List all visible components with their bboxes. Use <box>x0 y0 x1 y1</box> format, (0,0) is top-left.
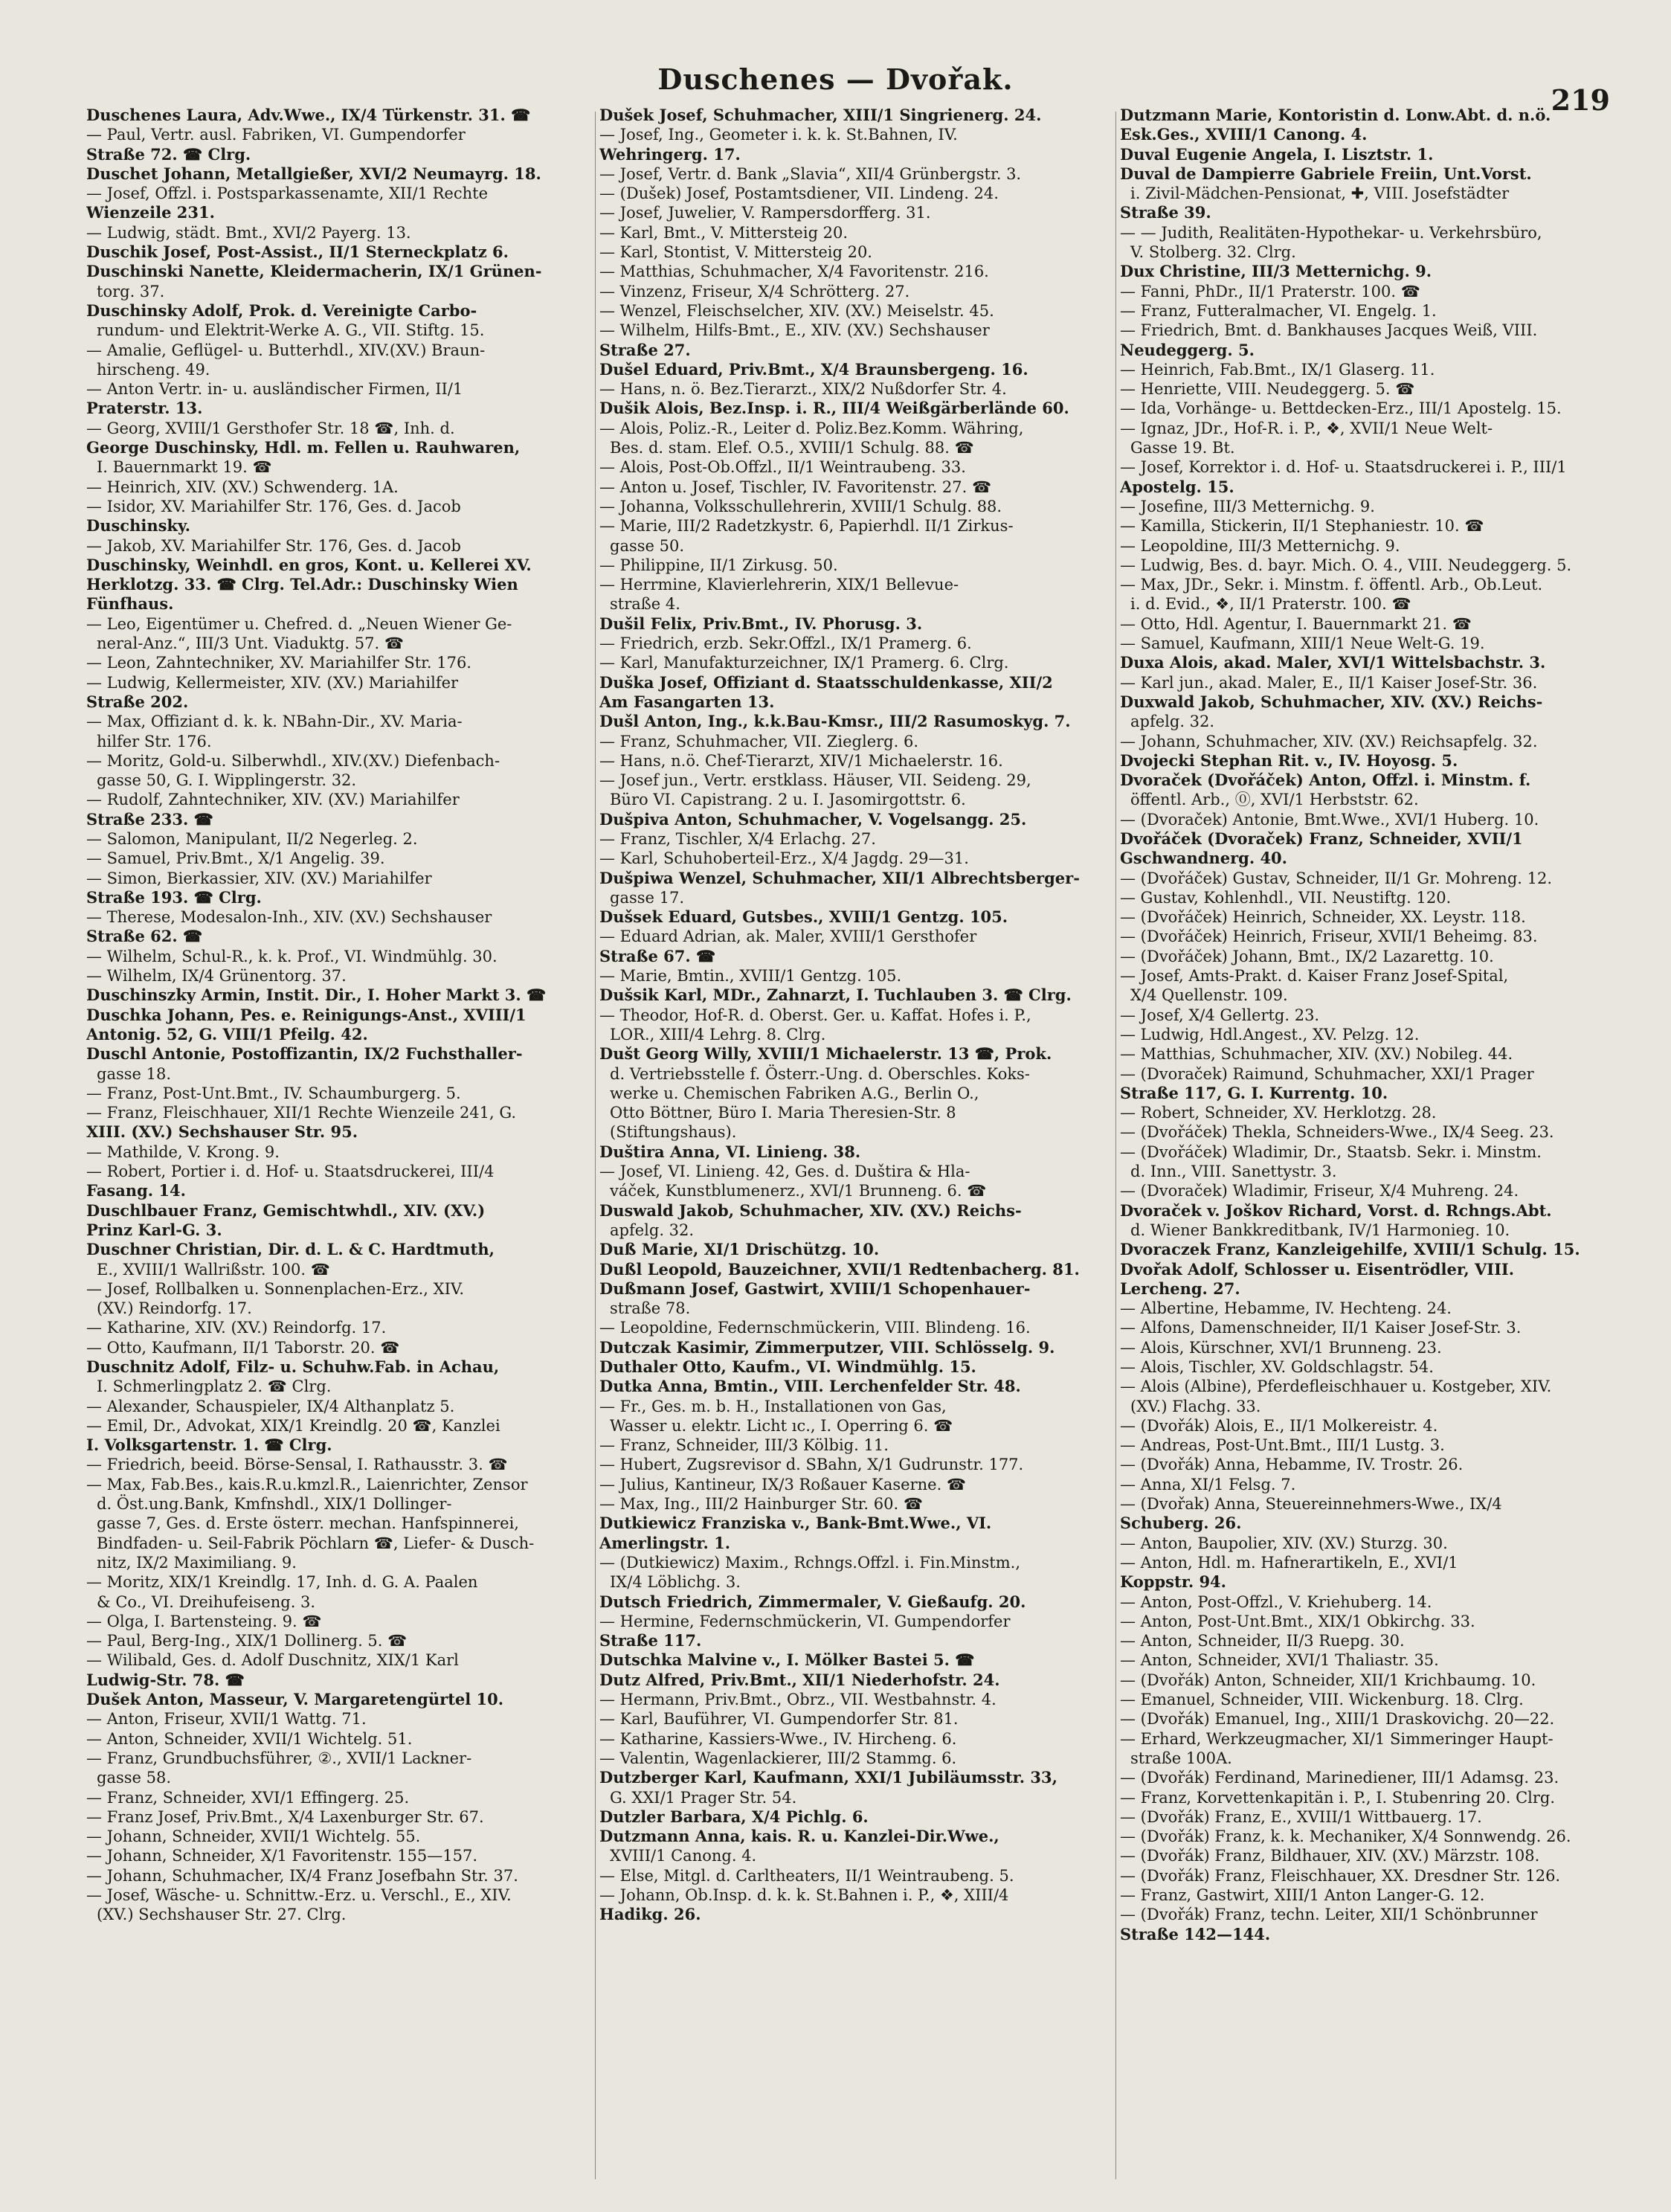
directory-entry: Dvořáček (Dvoraček) Franz, Schneider, XVII/1 <box>1120 829 1523 848</box>
directory-entry: — Valentin, Wagenlackierer, III/2 Stammg. 6. <box>599 1749 957 1767</box>
directory-entry: straße 4. <box>610 595 680 614</box>
directory-entry: G. XXI/1 Prager Str. 54. <box>610 1788 797 1807</box>
directory-entry: gasse 58. <box>97 1769 172 1787</box>
directory-entry: (XV.) Sechshauser Str. 27. Clrg. <box>97 1906 347 1924</box>
directory-entry: — (Dvořák) Emanuel, Ing., XIII/1 Draskovichg. 20—22. <box>1120 1710 1555 1729</box>
directory-entry: Dušpiva Anton, Schuhmacher, V. Vogelsangg. 25. <box>599 809 1027 829</box>
directory-entry: — Emil, Dr., Advokat, XIX/1 Kreindlg. 20 ☎, Kanzlei <box>86 1416 500 1435</box>
directory-entry: Dußmann Josef, Gastwirt, XVIII/1 Schopenhauer- <box>599 1279 1031 1298</box>
directory-entry: — Alois, Post-Ob.Offzl., II/1 Weintraubeng. 33. <box>599 458 966 477</box>
directory-entry: Duschinsky. <box>86 516 191 536</box>
directory-entry: Straße 117, G. I. Kurrentg. 10. <box>1120 1083 1388 1102</box>
directory-entry: Dutzmann Marie, Kontoristin d. Lonw.Abt. d. n.ö. <box>1120 106 1551 124</box>
directory-entry: gasse 17. <box>610 888 685 907</box>
directory-entry: — Anton, Schneider, XVII/1 Wichtelg. 51. <box>86 1729 413 1748</box>
directory-entry: — (Dušek) Josef, Postamtsdiener, VII. Lindeng. 24. <box>599 184 999 203</box>
directory-entry: — Alois, Tischler, XV. Goldschlagstr. 54. <box>1120 1358 1434 1376</box>
directory-entry: — (Dutkiewicz) Maxim., Rchngs.Offzl. i. Fin.Minstm., <box>599 1553 1021 1572</box>
directory-entry: — Alois (Albine), Pferdefleischhauer u. Kostgeber, XIV. <box>1120 1377 1552 1396</box>
directory-entry: — Wilibald, Ges. d. Adolf Duschnitz, XIX/1 Karl <box>86 1651 459 1670</box>
directory-entry: Dvoraček v. Joškov Richard, Vorst. d. Rchngs.Abt. <box>1120 1200 1552 1220</box>
directory-entry: — (Dvořák) Franz, k. k. Mechaniker, X/4 Sonnwendg. 26. <box>1120 1827 1571 1846</box>
directory-entry: — Wenzel, Fleischselcher, XIV. (XV.) Meiselstr. 45. <box>599 301 994 320</box>
directory-entry: — Robert, Schneider, XV. Herklotzg. 28. <box>1120 1104 1437 1122</box>
directory-entry: d. Vertriebsstelle f. Österr.-Ung. d. Oberschles. Koks- <box>610 1064 1030 1083</box>
directory-entry: straße 100A. <box>1130 1749 1232 1767</box>
directory-entry: Straße 62. ☎ <box>86 927 203 946</box>
directory-entry: — Franz, Post-Unt.Bmt., IV. Schaumburgerg. 5. <box>86 1084 461 1102</box>
directory-entry: Duštira Anna, VI. Linieng. 38. <box>599 1142 861 1161</box>
directory-entry: Bindfaden- u. Seil-Fabrik Pöchlarn ☎, Liefer- & Dusch- <box>97 1534 535 1552</box>
directory-entry: — Paul, Berg-Ing., XIX/1 Dollinerg. 5. ☎ <box>86 1632 408 1650</box>
directory-entry: neral-Anz.“, III/3 Unt. Viaduktg. 57. ☎ <box>97 634 405 653</box>
directory-entry: Dušek Anton, Masseur, V. Margaretengürtel 10. <box>86 1690 504 1709</box>
directory-entry: — Otto, Hdl. Agentur, I. Bauernmarkt 21. ☎ <box>1120 614 1472 633</box>
directory-entry: torg. 37. <box>97 282 165 300</box>
directory-entry: Dušsik Karl, MDr., Zahnarzt, I. Tuchlauben 3. ☎ Clrg. <box>599 986 1072 1005</box>
directory-entry: Gasse 19. Bt. <box>1130 439 1235 457</box>
directory-entry: Duschnitz Adolf, Filz- u. Schuhw.Fab. in Achau, <box>86 1357 500 1376</box>
directory-entry: — Franz, Korvettenkapitän i. P., I. Stubenring 20. Clrg. <box>1120 1788 1556 1807</box>
directory-entry: Dux Christine, III/3 Metternichg. 9. <box>1120 262 1432 281</box>
directory-entry: Dvoraczek Franz, Kanzleigehilfe, XVIII/1 Schulg. 15. <box>1120 1240 1580 1259</box>
directory-entry: XVIII/1 Canong. 4. <box>610 1847 757 1865</box>
directory-entry: — Otto, Kaufmann, II/1 Taborstr. 20. ☎ <box>86 1338 400 1357</box>
directory-entry: — (Dvořáček) Wladimir, Dr., Staatsb. Sekr. i. Minstm. <box>1120 1142 1542 1161</box>
directory-entry: Koppstr. 94. <box>1120 1572 1226 1592</box>
directory-entry: (Stiftungshaus). <box>610 1123 737 1142</box>
running-header: Duschenes — Dvořak. <box>657 62 1014 96</box>
directory-entry: — Anton, Baupolier, XIV. (XV.) Sturzg. 30. <box>1120 1534 1448 1552</box>
directory-entry: — Josef, Rollbalken u. Sonnenplachen-Erz., XIV. <box>86 1279 465 1298</box>
directory-entry: Esk.Ges., XVIII/1 Canong. 4. <box>1120 125 1368 144</box>
directory-entry: V. Stolberg. 32. Clrg. <box>1130 243 1296 262</box>
directory-entry: — Karl, Manufakturzeichner, IX/1 Pramerg. 6. Clrg. <box>599 654 1009 672</box>
directory-entry: — Hans, n. ö. Bez.Tierarzt., XIX/2 Nußdorfer Str. 4. <box>599 380 1007 399</box>
directory-entry: straße 78. <box>610 1299 691 1318</box>
directory-entry: gasse 7, Ges. d. Erste österr. mechan. Hanfspinnerei, <box>97 1514 519 1533</box>
directory-entry: d. Wiener Bankkreditbank, IV/1 Harmonieg. 10. <box>1130 1221 1510 1239</box>
directory-entry: Dušik Alois, Bez.Insp. i. R., III/4 Weißgärberlände 60. <box>599 399 1069 418</box>
directory-entry: — Erhard, Werkzeugmacher, XI/1 Simmeringer Haupt- <box>1120 1729 1554 1748</box>
directory-entry: — Franz, Schneider, III/3 Kölbig. 11. <box>599 1436 889 1455</box>
directory-entry: (XV.) Flachg. 33. <box>1130 1397 1261 1415</box>
directory-entry: — Anton, Post-Offzl., V. Kriehuberg. 14. <box>1120 1592 1432 1611</box>
directory-entry: — Herrmine, Klavierlehrerin, XIX/1 Bellevue- <box>599 576 959 594</box>
directory-entry: Dutsch Friedrich, Zimmermaler, V. Gießaufg. 20. <box>599 1592 1026 1611</box>
directory-entry: Dutkiewicz Franziska v., Bank-Bmt.Wwe., VI. <box>599 1514 992 1533</box>
directory-entry: — Isidor, XV. Mariahilfer Str. 176, Ges. d. Jacob <box>86 497 461 515</box>
directory-entry: Duschinszky Armin, Instit. Dir., I. Hoher Markt 3. ☎ <box>86 986 547 1005</box>
directory-entry: nitz, IX/2 Maximiliang. 9. <box>97 1553 297 1572</box>
directory-entry: — Anton, Schneider, II/3 Ruepg. 30. <box>1120 1632 1405 1650</box>
directory-entry: & Co., VI. Dreihufeiseng. 3. <box>97 1592 316 1611</box>
directory-entry: — Wilhelm, Hilfs-Bmt., E., XIV. (XV.) Sechshauser <box>599 321 990 340</box>
directory-entry: — Franz, Futteralmacher, VI. Engelg. 1. <box>1120 301 1437 320</box>
directory-entry: Duschenes Laura, Adv.Wwe., IX/4 Türkenstr. 31. ☎ <box>86 106 531 124</box>
directory-entry: Duswald Jakob, Schuhmacher, XIV. (XV.) Reichs- <box>599 1200 1022 1220</box>
directory-entry: X/4 Quellenstr. 109. <box>1130 986 1288 1005</box>
directory-entry: — Friedrich, erzb. Sekr.Offzl., IX/1 Pramerg. 6. <box>599 634 972 653</box>
column-middle <box>599 106 1113 2188</box>
directory-entry: I. Schmerlingplatz 2. ☎ Clrg. <box>97 1377 332 1396</box>
directory-entry: Duschlbauer Franz, Gemischtwhdl., XIV. (XV.) <box>86 1200 486 1220</box>
directory-entry: — Rudolf, Zahntechniker, XIV. (XV.) Mariahilfer <box>86 791 460 809</box>
directory-entry: Duschik Josef, Post-Assist., II/1 Sterneckplatz 6. <box>86 242 509 262</box>
directory-entry: Hadikg. 26. <box>599 1905 701 1924</box>
column-divider <box>1115 112 1116 2179</box>
directory-entry: — — Judith, Realitäten-Hypothekar- u. Verkehrsbüro, <box>1120 223 1542 242</box>
directory-entry: Dußl Leopold, Bauzeichner, XVII/1 Redtenbacherg. 81. <box>599 1259 1080 1279</box>
directory-entry: — Alois, Kürschner, XVI/1 Brunneng. 23. <box>1120 1338 1442 1357</box>
directory-entry: Dušsek Eduard, Gutsbes., XVIII/1 Gentzg. 105. <box>599 907 1008 927</box>
directory-entry: Schuberg. 26. <box>1120 1514 1242 1533</box>
directory-entry: — (Dvořák) Franz, techn. Leiter, XII/1 Schönbrunner <box>1120 1906 1538 1924</box>
directory-entry: — Marie, III/2 Radetzkystr. 6, Papierhdl. II/1 Zirkus- <box>599 517 1014 536</box>
directory-entry: — (Dvořáček) Johann, Bmt., IX/2 Lazarettg. 10. <box>1120 947 1494 965</box>
directory-entry: — Karl, Bauführer, VI. Gumpendorfer Str. 81. <box>599 1710 959 1729</box>
directory-entry: — Franz, Grundbuchsführer, ②., XVII/1 Lackner- <box>86 1749 472 1767</box>
directory-entry: Antonig. 52, G. VIII/1 Pfeilg. 42. <box>86 1024 368 1044</box>
directory-entry: Dušt Georg Willy, XVIII/1 Michaelerstr. 13 ☎, Prok. <box>599 1044 1052 1064</box>
directory-entry: hilfer Str. 176. <box>97 732 212 750</box>
directory-entry: Am Fasangarten 13. <box>599 692 775 711</box>
directory-entry: — Wilhelm, IX/4 Grünentorg. 37. <box>86 967 347 986</box>
directory-entry: Straße 67. ☎ <box>599 946 716 965</box>
directory-entry: Duschet Johann, Metallgießer, XVI/2 Neumayrg. 18. <box>86 164 541 183</box>
directory-entry: XIII. (XV.) Sechshauser Str. 95. <box>86 1122 358 1142</box>
directory-entry: Wasser u. elektr. Licht ıc., I. Operring 6. ☎ <box>610 1416 953 1435</box>
directory-entry: E., XVIII/1 Wallrißstr. 100. ☎ <box>97 1260 330 1279</box>
directory-entry: — (Dvořák) Alois, E., II/1 Molkereistr. 4. <box>1120 1416 1438 1435</box>
directory-entry: — Franz, Schneider, XVI/1 Effingerg. 25. <box>86 1788 410 1807</box>
directory-entry: — Ludwig, Bes. d. bayr. Mich. O. 4., VIII. Neudeggerg. 5. <box>1120 556 1572 574</box>
directory-entry: Neudeggerg. 5. <box>1120 340 1255 359</box>
directory-entry: — Max, JDr., Sekr. i. Minstm. f. öffentl. Arb., Ob.Leut. <box>1120 576 1543 594</box>
directory-entry: — Max, Offiziant d. k. k. NBahn-Dir., XV. Maria- <box>86 713 463 731</box>
directory-entry: — Karl, Bmt., V. Mittersteig 20. <box>599 223 849 242</box>
directory-entry: Duschner Christian, Dir. d. L. & C. Hardtmuth, <box>86 1240 495 1259</box>
directory-entry: — Jakob, XV. Mariahilfer Str. 176, Ges. d. Jacob <box>86 536 461 555</box>
directory-entry: Dutzler Barbara, X/4 Pichlg. 6. <box>599 1807 869 1826</box>
directory-entry: Amerlingstr. 1. <box>599 1533 731 1552</box>
directory-entry: — (Dvořák) Ferdinand, Marinediener, III/1 Adamsg. 23. <box>1120 1769 1559 1787</box>
directory-entry: — Franz, Schuhmacher, VII. Zieglerg. 6. <box>599 732 918 750</box>
directory-entry: IX/4 Löblichg. 3. <box>610 1573 741 1592</box>
directory-entry: Straße 72. ☎ Clrg. <box>86 144 251 164</box>
directory-entry: werke u. Chemischen Fabriken A.G., Berlin O., <box>610 1084 979 1102</box>
directory-entry: gasse 50. <box>610 536 685 555</box>
page-number: 219 <box>1551 83 1610 117</box>
directory-entry: — Anton, Hdl. m. Hafnerartikeln, E., XVI/1 <box>1120 1553 1458 1572</box>
directory-entry: — (Dvořák) Anna, Hebamme, IV. Trostr. 26. <box>1120 1456 1464 1474</box>
directory-entry: — Anton, Friseur, XVII/1 Wattg. 71. <box>86 1710 367 1729</box>
directory-entry: — Franz, Fleischhauer, XII/1 Rechte Wienzeile 241, G. <box>86 1104 517 1122</box>
directory-entry: — Josef jun., Vertr. erstklass. Häuser, VII. Seideng. 29, <box>599 771 1031 790</box>
directory-entry: — Eduard Adrian, ak. Maler, XVIII/1 Gersthofer <box>599 927 977 946</box>
directory-entry: — Josef, Vertr. d. Bank „Slavia“, XII/4 Grünbergstr. 3. <box>599 164 1022 183</box>
directory-entry: — Johanna, Volksschullehrerin, XVIII/1 Schulg. 88. <box>599 497 1002 515</box>
directory-entry: — Leopoldine, Federnschmückerin, VIII. Blindeng. 16. <box>599 1319 1031 1337</box>
directory-entry: — Alois, Poliz.-R., Leiter d. Poliz.Bez.Komm. Währing, <box>599 419 1024 437</box>
directory-entry: — Heinrich, XIV. (XV.) Schwenderg. 1A. <box>86 478 399 496</box>
directory-entry: LOR., XIII/4 Lehrg. 8. Clrg. <box>610 1025 826 1044</box>
directory-entry: — Marie, Bmtin., XVIII/1 Gentzg. 105. <box>599 967 902 986</box>
directory-entry: váček, Kunstblumenerz., XVI/1 Brunneng. 6. ☎ <box>610 1182 987 1200</box>
directory-entry: — Johann, Schneider, X/1 Favoritenstr. 155—157. <box>86 1847 477 1865</box>
directory-entry: Dutka Anna, Bmtin., VIII. Lerchenfelder Str. 48. <box>599 1377 1021 1396</box>
directory-entry: Dušl Anton, Ing., k.k.Bau-Kmsr., III/2 Rasumoskyg. 7. <box>599 712 1071 731</box>
directory-entry: Straße 117. <box>599 1631 702 1650</box>
directory-entry: Ludwig-Str. 78. ☎ <box>86 1670 245 1689</box>
directory-entry: I. Volksgartenstr. 1. ☎ Clrg. <box>86 1435 332 1455</box>
directory-entry: — Ignaz, JDr., Hof-R. i. P., ❖, XVII/1 Neue Welt- <box>1120 419 1493 437</box>
directory-entry: Duxwald Jakob, Schuhmacher, XIV. (XV.) Reichs- <box>1120 692 1543 711</box>
directory-entry: — Amalie, Geflügel- u. Butterhdl., XIV.(XV.) Braun- <box>86 341 486 359</box>
directory-entry: — Josef, Korrektor i. d. Hof- u. Staatsdruckerei i. P., III/1 <box>1120 458 1567 477</box>
directory-entry: — Alexander, Schauspieler, IX/4 Althanplatz 5. <box>86 1397 455 1415</box>
directory-entry: — Olga, I. Bartensteing. 9. ☎ <box>86 1612 322 1630</box>
directory-entry: — (Dvoraček) Wladimir, Friseur, X/4 Muhreng. 24. <box>1120 1182 1519 1200</box>
directory-entry: — Gustav, Kohlenhdl., VII. Neustiftg. 120. <box>1120 888 1452 907</box>
directory-entry: Duval Eugenie Angela, I. Lisztstr. 1. <box>1120 144 1434 164</box>
directory-entry: — Anna, XI/1 Felsg. 7. <box>1120 1475 1296 1494</box>
directory-entry: i. d. Evid., ❖, II/1 Praterstr. 100. ☎ <box>1130 595 1411 614</box>
directory-entry: Dutczak Kasimir, Zimmerputzer, VIII. Schlösselg. 9. <box>599 1337 1055 1357</box>
directory-entry: — Katharine, Kassiers-Wwe., IV. Hircheng. 6. <box>599 1729 957 1748</box>
directory-entry: — Moritz, Gold-u. Silberwhdl., XIV.(XV.) Diefenbach- <box>86 751 500 770</box>
directory-entry: — (Dvořáček) Heinrich, Schneider, XX. Leystr. 118. <box>1120 908 1526 927</box>
directory-entry: apfelg. 32. <box>1130 713 1215 731</box>
directory-entry: — Franz, Gastwirt, XIII/1 Anton Langer-G. 12. <box>1120 1886 1485 1905</box>
directory-entry: — (Dvořáček) Thekla, Schneiders-Wwe., IX/4 Seeg. 23. <box>1120 1123 1554 1142</box>
directory-entry: — Josef, Wäsche- u. Schnittw.-Erz. u. Verschl., E., XIV. <box>86 1886 512 1905</box>
directory-entry: — Matthias, Schuhmacher, XIV. (XV.) Nobileg. 44. <box>1120 1045 1513 1064</box>
directory-entry: Straße 193. ☎ Clrg. <box>86 887 262 907</box>
directory-entry: — Friedrich, beeid. Börse-Sensal, I. Rathausstr. 3. ☎ <box>86 1456 508 1474</box>
directory-entry: — Josef, VI. Linieng. 42, Ges. d. Duštira & Hla- <box>599 1163 970 1181</box>
directory-entry: — Josefine, III/3 Metternichg. 9. <box>1120 497 1375 515</box>
directory-entry: — Ludwig, städt. Bmt., XVI/2 Payerg. 13. <box>86 223 411 242</box>
directory-entry: Gschwandnerg. 40. <box>1120 849 1287 868</box>
directory-entry: Dvojecki Stephan Rit. v., IV. Hoyosg. 5. <box>1120 750 1458 770</box>
directory-entry: — Josef, Juwelier, V. Rampersdorfferg. 31. <box>599 204 931 222</box>
directory-entry: — Johann, Schuhmacher, IX/4 Franz Josefbahn Str. 37. <box>86 1866 518 1885</box>
directory-entry: — Fanni, PhDr., II/1 Praterstr. 100. ☎ <box>1120 282 1420 300</box>
directory-entry: Duthaler Otto, Kaufm., VI. Windmühlg. 15. <box>599 1357 976 1376</box>
directory-entry: — Anton, Post-Unt.Bmt., XIX/1 Obkirchg. 33. <box>1120 1612 1475 1630</box>
directory-entry: — (Dvořák) Franz, E., XVIII/1 Wittbauerg. 17. <box>1120 1807 1482 1826</box>
directory-entry: Duschinsky Adolf, Prok. d. Vereinigte Carbo- <box>86 300 477 320</box>
directory-entry: Dutz Alfred, Priv.Bmt., XII/1 Niederhofstr. 24. <box>599 1670 1000 1689</box>
directory-entry: — Johann, Ob.Insp. d. k. k. St.Bahnen i. P., ❖, XIII/4 <box>599 1886 1009 1905</box>
directory-entry: Dušpiwa Wenzel, Schuhmacher, XII/1 Albrechtsberger- <box>599 868 1080 887</box>
directory-entry: — Else, Mitgl. d. Carltheaters, II/1 Weintraubeng. 5. <box>599 1866 1014 1885</box>
directory-entry: Dutschka Malvine v., I. Mölker Bastei 5. ☎ <box>599 1650 975 1670</box>
directory-entry: Büro VI. Capistrang. 2 u. I. Jasomirgottstr. 6. <box>610 791 966 809</box>
directory-entry: — Friedrich, Bmt. d. Bankhauses Jacques Weiß, VIII. <box>1120 321 1538 340</box>
directory-entry: — Hermann, Priv.Bmt., Obrz., VII. Westbahnstr. 4. <box>599 1691 997 1709</box>
directory-entry: — Vinzenz, Friseur, X/4 Schrötterg. 27. <box>599 282 910 300</box>
directory-entry: — Anton u. Josef, Tischler, IV. Favoritenstr. 27. ☎ <box>599 478 992 496</box>
directory-entry: — Samuel, Kaufmann, XIII/1 Neue Welt-G. 19. <box>1120 634 1485 653</box>
directory-entry: Duß Marie, XI/1 Drischützg. 10. <box>599 1240 880 1259</box>
directory-entry: — Leopoldine, III/3 Metternichg. 9. <box>1120 536 1400 555</box>
directory-entry: d. Inn., VIII. Sanettystr. 3. <box>1130 1163 1337 1181</box>
directory-entry: — Andreas, Post-Unt.Bmt., III/1 Lustg. 3. <box>1120 1436 1445 1455</box>
directory-entry: — Wilhelm, Schul-R., k. k. Prof., VI. Windmühlg. 30. <box>86 947 498 965</box>
directory-entry: Duschl Antonie, Postoffizantin, IX/2 Fuchsthaller- <box>86 1044 523 1064</box>
directory-entry: — (Dvořák) Franz, Bildhauer, XIV. (XV.) Märzstr. 108. <box>1120 1847 1540 1865</box>
directory-entry: rundum- und Elektrit-Werke A. G., VII. Stiftg. 15. <box>97 321 485 340</box>
directory-entry: Straße 39. <box>1120 203 1211 222</box>
directory-entry: — Emanuel, Schneider, VIII. Wickenburg. 18. Clrg. <box>1120 1691 1524 1709</box>
directory-entry: Apostelg. 15. <box>1120 477 1234 496</box>
directory-entry: Straße 27. <box>599 340 691 359</box>
directory-entry: — Matthias, Schuhmacher, X/4 Favoritenstr. 216. <box>599 263 989 281</box>
directory-entry: — Karl, Stontist, V. Mittersteig 20. <box>599 243 872 262</box>
directory-entry: — Franz Josef, Priv.Bmt., X/4 Laxenburger Str. 67. <box>86 1807 484 1826</box>
directory-entry: — Hans, n.ö. Chef-Tierarzt, XIV/1 Michaelerstr. 16. <box>599 751 1003 770</box>
directory-entry: — Josef, X/4 Gellertg. 23. <box>1120 1006 1320 1024</box>
directory-entry: Duschinsky, Weinhdl. en gros, Kont. u. Kellerei XV. <box>86 555 532 574</box>
directory-entry: — Leo, Eigentümer u. Chefred. d. „Neuen Wiener Ge- <box>86 614 512 633</box>
directory-entry: Dutzmann Anna, kais. R. u. Kanzlei-Dir.Wwe., <box>599 1827 999 1846</box>
directory-entry: — (Dvořáček) Heinrich, Friseur, XVII/1 Beheimg. 83. <box>1120 927 1538 946</box>
directory-entry: Wienzeile 231. <box>86 203 215 222</box>
directory-entry: — Hermine, Federnschmückerin, VI. Gumpendorfer <box>599 1612 1011 1630</box>
directory-entry: — (Dvořak) Anna, Steuereinnehmers-Wwe., IX/4 <box>1120 1495 1502 1514</box>
directory-entry: — Robert, Portier i. d. Hof- u. Staatsdruckerei, III/4 <box>86 1163 495 1181</box>
directory-entry: — Theodor, Hof-R. d. Oberst. Ger. u. Kaffat. Hofes i. P., <box>599 1006 1031 1024</box>
directory-entry: — Max, Ing., III/2 Hainburger Str. 60. ☎ <box>599 1495 923 1514</box>
column-left <box>86 106 599 2188</box>
directory-entry: — Ludwig, Hdl.Angest., XV. Pelzg. 12. <box>1120 1025 1420 1044</box>
directory-entry: Fasang. 14. <box>86 1181 186 1200</box>
directory-entry: Duxa Alois, akad. Maler, XVI/1 Wittelsbachstr. 3. <box>1120 653 1546 672</box>
directory-entry: gasse 50, G. I. Wipplingerstr. 32. <box>97 771 357 790</box>
directory-entry: — Leon, Zahntechniker, XV. Mariahilfer Str. 176. <box>86 654 471 672</box>
directory-entry: — Fr., Ges. m. b. H., Installationen von Gas, <box>599 1397 947 1415</box>
directory-entry: Straße 142—144. <box>1120 1924 1271 1943</box>
directory-entry: — Simon, Bierkassier, XIV. (XV.) Mariahilfer <box>86 869 432 887</box>
directory-entry: — Ida, Vorhänge- u. Bettdecken-Erz., III/1 Apostelg. 15. <box>1120 399 1562 418</box>
directory-entry: hirscheng. 49. <box>97 360 210 379</box>
directory-entry: Fünfhaus. <box>86 594 174 614</box>
directory-entry: — Ludwig, Kellermeister, XIV. (XV.) Mariahilfer <box>86 673 459 692</box>
directory-entry: — (Dvořáček) Gustav, Schneider, II/1 Gr. Mohreng. 12. <box>1120 869 1553 887</box>
directory-entry: Dutzberger Karl, Kaufmann, XXI/1 Jubiläumsstr. 33, <box>599 1768 1057 1787</box>
directory-entry: Praterstr. 13. <box>86 399 203 418</box>
directory-entry: gasse 18. <box>97 1064 172 1083</box>
directory-entry: — Philippine, II/1 Zirkusg. 50. <box>599 556 838 574</box>
directory-entry: Duschka Johann, Pes. e. Reinigungs-Anst., XVIII/1 <box>86 1005 527 1024</box>
directory-entry: Dušel Eduard, Priv.Bmt., X/4 Braunsbergeng. 16. <box>599 359 1028 379</box>
directory-entry: — Therese, Modesalon-Inh., XIV. (XV.) Sechshauser <box>86 908 492 927</box>
directory-entry: (XV.) Reindorfg. 17. <box>97 1299 252 1318</box>
directory-entry: Dušek Josef, Schuhmacher, XIII/1 Singrienerg. 24. <box>599 106 1042 124</box>
directory-entry: Duschinski Nanette, Kleidermacherin, IX/1 Grünen- <box>86 262 542 281</box>
directory-entry: — (Dvoraček) Raimund, Schuhmacher, XXI/1 Prager <box>1120 1064 1534 1083</box>
directory-entry: apfelg. 32. <box>610 1221 695 1239</box>
directory-entry: i. Zivil-Mädchen-Pensionat, ✚, VIII. Josefstädter <box>1130 184 1510 203</box>
directory-entry: — Alfons, Damenschneider, II/1 Kaiser Josef-Str. 3. <box>1120 1319 1522 1337</box>
directory-entry: — Johann, Schuhmacher, XIV. (XV.) Reichsapfelg. 32. <box>1120 732 1538 750</box>
directory-entry: — Salomon, Manipulant, II/2 Negerleg. 2. <box>86 829 418 848</box>
directory-entry: — (Dvořák) Anton, Schneider, XII/1 Krichbaumg. 10. <box>1120 1671 1536 1689</box>
directory-entry: — Paul, Vertr. ausl. Fabriken, VI. Gumpendorfer <box>86 126 466 144</box>
directory-entry: — Julius, Kantineur, IX/3 Roßauer Kaserne. ☎ <box>599 1475 967 1494</box>
directory-entry: — Anton, Schneider, XVI/1 Thaliastr. 35. <box>1120 1651 1439 1670</box>
directory-entry: Prinz Karl-G. 3. <box>86 1220 222 1239</box>
directory-entry: — Karl jun., akad. Maler, E., II/1 Kaiser Josef-Str. 36. <box>1120 673 1538 692</box>
directory-entry: — Josef, Amts-Prakt. d. Kaiser Franz Josef-Spital, <box>1120 967 1509 986</box>
directory-entry: Lercheng. 27. <box>1120 1279 1240 1298</box>
directory-entry: — Georg, XVIII/1 Gersthofer Str. 18 ☎, Inh. d. <box>86 419 455 437</box>
directory-entry: — Karl, Schuhoberteil-Erz., X/4 Jagdg. 29—31. <box>599 849 969 868</box>
directory-entry: — (Dvoraček) Antonie, Bmt.Wwe., XVI/1 Huberg. 10. <box>1120 810 1539 829</box>
directory-entry: — Johann, Schneider, XVII/1 Wichtelg. 55. <box>86 1827 421 1846</box>
directory-entry: — Samuel, Priv.Bmt., X/1 Angelig. 39. <box>86 849 385 868</box>
directory-entry: — Mathilde, V. Krong. 9. <box>86 1142 280 1161</box>
directory-entry: — Hubert, Zugsrevisor d. SBahn, X/1 Gudrunstr. 177. <box>599 1456 1024 1474</box>
directory-entry: Dvořak Adolf, Schlosser u. Eisentrödler, VIII. <box>1120 1259 1515 1279</box>
directory-entry: Duška Josef, Offiziant d. Staatsschuldenkasse, XII/2 <box>599 672 1053 692</box>
directory-entry: — Anton Vertr. in- u. ausländischer Firmen, II/1 <box>86 380 463 399</box>
directory-entry: — Josef, Ing., Geometer i. k. k. St.Bahnen, IV. <box>599 126 958 144</box>
directory-entry: — Katharine, XIV. (XV.) Reindorfg. 17. <box>86 1319 387 1337</box>
directory-entry: Straße 202. <box>86 692 189 711</box>
directory-entry: Duval de Dampierre Gabriele Freiin, Unt.Vorst. <box>1120 164 1532 183</box>
directory-entry: Wehringerg. 17. <box>599 144 741 164</box>
directory-entry: Dvoraček (Dvořáček) Anton, Offzl. i. Minstm. f. <box>1120 771 1531 790</box>
directory-entry: — Albertine, Hebamme, IV. Hechteng. 24. <box>1120 1299 1452 1318</box>
directory-entry: — Franz, Tischler, X/4 Erlachg. 27. <box>599 829 876 848</box>
directory-entry: — (Dvořák) Franz, Fleischhauer, XX. Dresdner Str. 126. <box>1120 1866 1561 1885</box>
directory-entry: Herklotzg. 33. ☎ Clrg. Tel.Adr.: Duschinsky Wien <box>86 575 518 594</box>
directory-entry: — Moritz, XIX/1 Kreindlg. 17, Inh. d. G. A. Paalen <box>86 1573 478 1592</box>
directory-entry: Straße 233. ☎ <box>86 809 213 829</box>
directory-entry: — Kamilla, Stickerin, II/1 Stephaniestr. 10. ☎ <box>1120 517 1484 536</box>
directory-entry: d. Öst.ung.Bank, Kmfnshdl., XIX/1 Dollinger- <box>97 1495 452 1514</box>
directory-entry: George Duschinsky, Hdl. m. Fellen u. Rauhwaren, <box>86 438 521 457</box>
directory-entry: öffentl. Arb., ⓪, XVI/1 Herbststr. 62. <box>1130 791 1419 809</box>
column-right <box>1120 106 1633 2188</box>
directory-entry: — Josef, Offzl. i. Postsparkassenamte, XII/1 Rechte <box>86 184 489 203</box>
directory-entry: Otto Böttner, Büro I. Maria Theresien-Str. 8 <box>610 1104 956 1122</box>
directory-entry: Bes. d. stam. Elef. O.5., XVIII/1 Schulg. 88. ☎ <box>610 439 974 457</box>
directory-entry: I. Bauernmarkt 19. ☎ <box>97 458 272 477</box>
directory-entry: — Henriette, VIII. Neudeggerg. 5. ☎ <box>1120 380 1415 399</box>
directory-entry: — Max, Fab.Bes., kais.R.u.kmzl.R., Laienrichter, Zensor <box>86 1475 528 1494</box>
directory-entry: — Heinrich, Fab.Bmt., IX/1 Glaserg. 11. <box>1120 360 1435 379</box>
directory-entry: Dušil Felix, Priv.Bmt., IV. Phorusg. 3. <box>599 614 923 633</box>
